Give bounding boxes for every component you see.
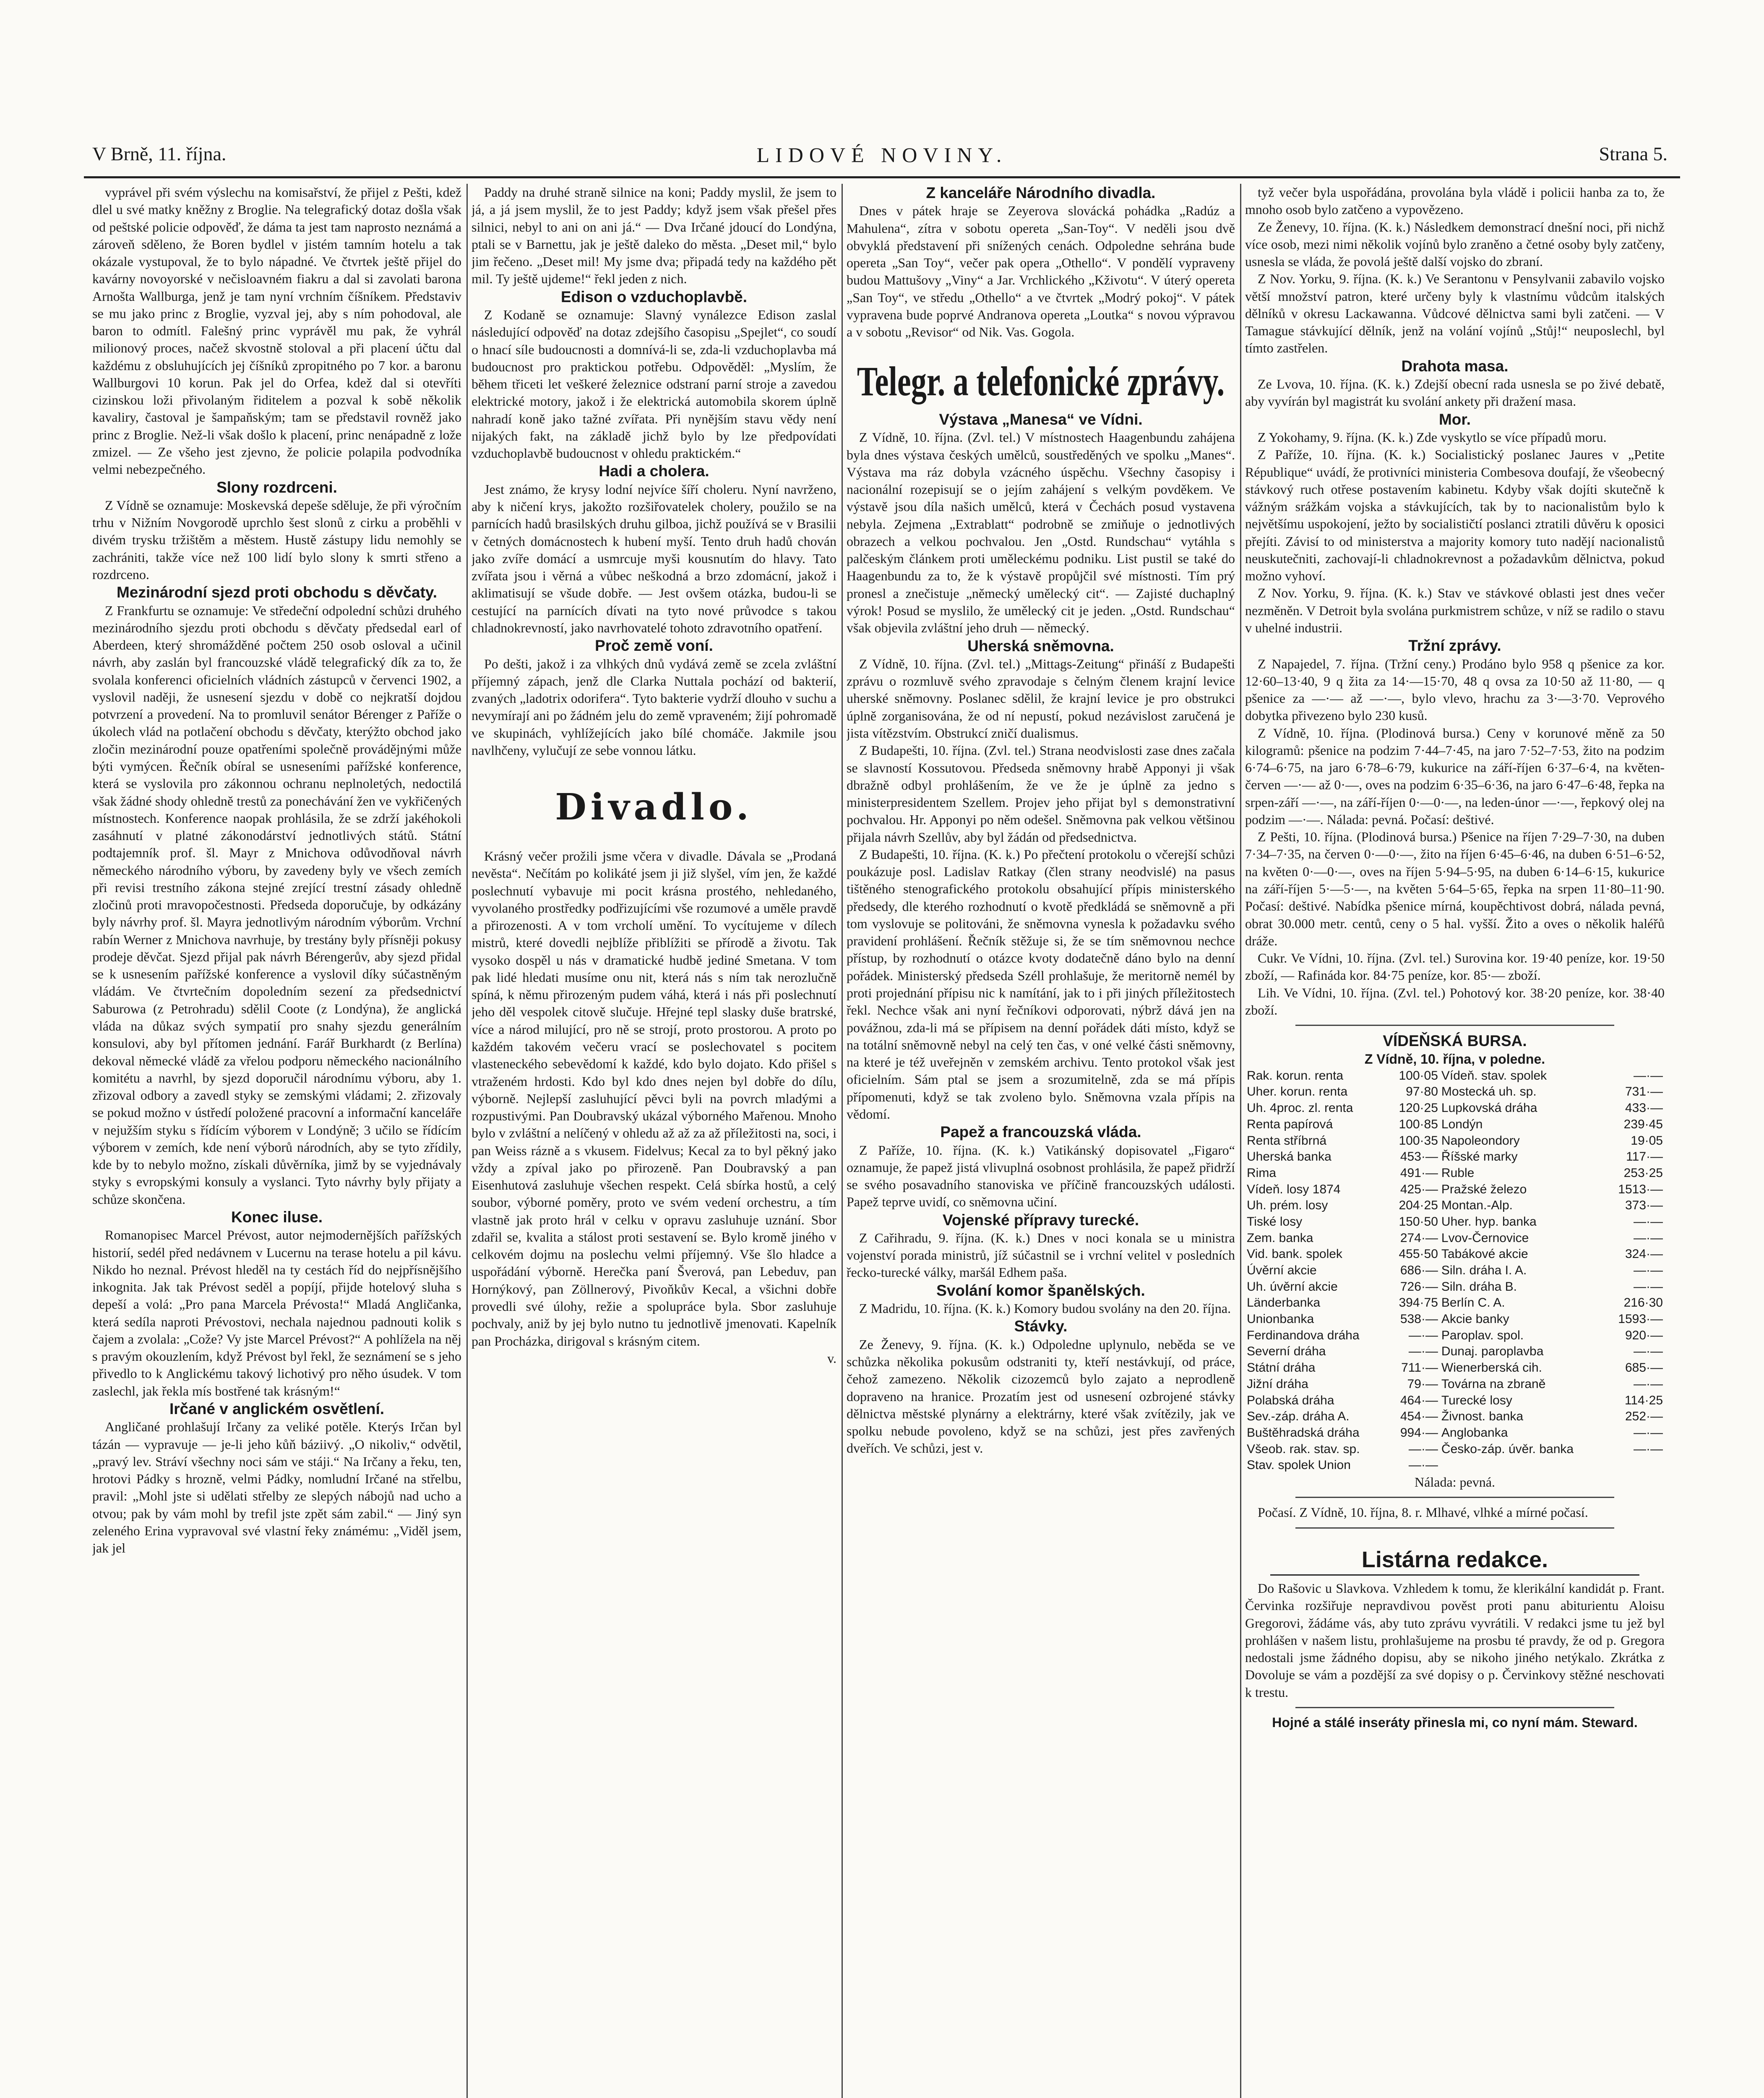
bursa-security: Pražské železo: [1441, 1182, 1527, 1196]
bursa-price: 454·—: [1400, 1409, 1438, 1424]
bursa-price: —·—: [1634, 1442, 1663, 1456]
bursa-security: Renta papírová: [1247, 1117, 1333, 1131]
article-paragraph: Z Madridu, 10. října. (K. k.) Komory budou svolány na den 20. října.: [859, 1301, 1231, 1316]
bursa-security: Napoleondory: [1441, 1133, 1520, 1148]
bursa-security: Jižní dráha: [1247, 1377, 1308, 1391]
bursa-price: 253·25: [1623, 1166, 1663, 1180]
bursa-row: [1245, 1295, 1665, 1311]
bursa-security: Uher. korun. renta: [1247, 1085, 1348, 1099]
bursa-price: 239·45: [1623, 1117, 1663, 1131]
bursa-row: [1245, 1393, 1665, 1409]
bursa-security: Länderbanka: [1247, 1296, 1321, 1310]
bursa-row: [1245, 1360, 1665, 1376]
bursa-price: 150·50: [1399, 1214, 1438, 1229]
bursa-price: —·—: [1634, 1263, 1663, 1278]
bursa-security: Turecké losy: [1441, 1393, 1512, 1407]
article-paragraph: Z Nov. Yorku, 9. října. (K. k.) Stav ve stávkové oblasti jest dnes večer nezměněn. V Detroit byla svolána purkmistrem schůze, v níž se radilo o stavu v uhelné industrii.: [1245, 585, 1665, 635]
bursa-security: Unionbanka: [1247, 1312, 1314, 1326]
bursa-price: 455·50: [1399, 1247, 1438, 1261]
article-paragraph: Z Kodaně se oznamuje: Slavný vynálezce Edison zaslal následující odpověď na dotaz zdejšího časopisu „Spejlet“, co soudí o hnací síle budoucnosti a domnívá-li se, zda-li vzduchoplavba má budoucnost pro praktickou potřebu. Odpověděl: „Myslím, že během třiceti let veškeré železnice odstraní parní stroje a zavedou elektrické motory, jakož i že elektrická automobila skorem úplně nahradí koně jako tažné zvířata. Při nynějším stavu vědy není nijakých fakt, na základě jichž bylo by lze předpovídati vzduchoplavbě budoucnost v ohledu praktickém.“: [472, 307, 836, 461]
article-paragraph: Z Budapešti, 10. října. (Zvl. tel.) Strana neodvislosti zase dnes začala se slavností Kossutovou. Předseda sněmovny hrabě Apponyi ji však dbražně odbyl prohlášením, že ve že je úplně za jedno s ministerpresidentem Szellem. Projev jeho přijat byl s demonstrativní pochvalou. Hr. Apponyi po něm odešel. Sněmovna pak velkou většinou přijala návrh Szellův, aby byl žádán od předsednictva.: [847, 743, 1235, 845]
article-heading: Svolání komor španělských.: [936, 1281, 1145, 1299]
article-paragraph: tyž večer byla uspořádána, provolána byla vládě i policii hanba za to, že mnoho osob bylo zatčeno a vypovězeno.: [1245, 185, 1665, 217]
bursa-security: Sev.-záp. dráha A.: [1247, 1409, 1350, 1424]
article-paragraph: Po dešti, jakož i za vlhkých dnů vydává země se zcela zvláštní příjemný zápach, jenž dle Clarka Nuttala pochází od bakterií, zvaných „ladotrix odorifera“. Tyto bakterie vydrží dlouho v suchu a nevymírají ani po žádném jelu do země vpraveném; žijí pohromadě ve skupinách, vyhlížejících jako bílé chomáče. Jakmile jsou navlhčeny, vylučují ze sebe vonnou látku.: [472, 656, 836, 758]
article-paragraph: Ze Ženevy, 10. října. (K. k.) Následkem demonstrací dnešní noci, při nichž více osob, mezi nimi několik vojínů bylo zraněno a četné osoby byly zatčeny, usnesla se vláda, že povolá ještě další vojsko do zbraní.: [1245, 219, 1665, 269]
article-paragraph: Z Pešti, 10. října. (Plodinová bursa.) Pšenice na říjen 7·29–7·30, na duben 7·34–7·35, na červen 0·—0·—, žito na říjen 6·45–6·46, na duben 6·51–6·52, na květen 0·—0·—, oves na říjen 5·94–5·95, na duben 6·14–6·15, kukurice na září-říjen 5·—5·—, na květen 5·64–5·65, řepka na srpen 11·80–11·90. Počasí: deštivé. Nabídka pšenice mírná, koupěchtivost dobrá, nálada pevná, obrat 30.000 metr. centů, ceny o 5 hal. vyšší. Žito a oves o několik haléřů dráže.: [1245, 829, 1665, 948]
article-heading: Mor.: [1438, 410, 1471, 428]
bursa-security: Vídeň. stav. spolek: [1441, 1068, 1547, 1083]
bursa-security: Ruble: [1441, 1166, 1475, 1180]
article-paragraph: Z Yokohamy, 9. října. (K. k.) Zde vyskytlo se více případů moru.: [1258, 429, 1607, 445]
bursa-row: [1245, 1198, 1665, 1214]
bursa-row: [1245, 1230, 1665, 1247]
article-heading: Výstava „Manesa“ ve Vídni.: [939, 410, 1143, 428]
bursa-security: Siln. dráha B.: [1441, 1279, 1517, 1294]
column-4: [1245, 184, 1665, 2098]
bursa-security: Uh. úvěrní akcie: [1247, 1279, 1338, 1294]
article-paragraph: Z Vídně, 10. října. (Zvl. tel.) „Mittags-Zeitung“ přináší z Budapešti zprávu o rozmluvě svého zpravodaje s čelným členem krajní levice uherské sněmovny. Poslanec sdělil, že krajní levice je pro obstrukci úplně zorganisována, že od ní nepustí, pokud nezávislost zaručená je jista vítězstvím. Obstrukcí zničí dualismus.: [847, 656, 1235, 741]
article-paragraph: Z Paříže, 10. října. (K. k.) Socialistický poslanec Jaures v „Petite République“ uvádí, že protivníci ministeria Combesova doufají, že všeobecný stávkový ruch otřese postavením kabinetu. Kdyby však dojíti skutečně k vážným srážkám vojska a stávkujících, tak by to nacionalistům bylo k největšímu uspokojení, ježto by socialističtí poslanci ztratili důvěru k oposici přejíti. Závisí to od ministerstva a majority komory tuto nadějí nacionalistů neuskutečniti, zachovají-li chladnokrevnost a požadavkům dělnictva, pokud možno vyhoví.: [1245, 447, 1665, 584]
article-paragraph: Z Vídně, 10. října. (Plodinová bursa.) Ceny v korunové měně za 50 kilogramů: pšenice na podzim 7·44–7·45, na jaro 7·52–7·53, žito na podzim 6·74–6·75, na jaro 6·78–6·79, kukurice na září-říjen 6·37–6·4, na květen-červen —·— až 0·—, oves na podzim 6·35–6·36, na jaro 6·47–6·48, řepka na srpen-září —·—, na září-říjen 0·—0·—, na leden-únor —·—, řepkový olej na podzim —·—. Nálada: pevná. Počasí: deštivé.: [1245, 725, 1665, 827]
article-paragraph: Z Paříže, 10. října. (K. k.) Vatikánský dopisovatel „Figaro“ oznamuje, že papež jistá vlivuplná osobnost prohlásila, že papež přidrží se svého posavadního stanoviska ve příčině francouzských události. Papež teprve uvidí, co sněmovna učiní.: [847, 1142, 1235, 1210]
bursa-row: [1245, 1149, 1665, 1165]
article-heading: Hadi a cholera.: [599, 462, 709, 480]
bursa-row: [1245, 1133, 1665, 1149]
bursa-security: Tiské losy: [1247, 1214, 1303, 1229]
article-paragraph: Dnes v pátek hraje se Zeyerova slovácká pohádka „Radúz a Mahulena“, zítra v sobotu opereta „San-Toy“. V neděli jsou dvě obvyklá představení při snížených cenách. Odpoledne sehrána bude opereta „San Toy“, večer pak opera „Othello“. V pondělí vypraveny budou Mattušovy „Viny“ a Jar. Vrchlického „Kživotu“. V úterý opereta „San Toy“, ve středu „Othello“ a ve čtvrtek „Modrý pokoj“. V pátek vypravena bude poprvé Andranova opereta „Loutka“ s novou výpravou a v sobotu „Revisor“ od Nik. Vas. Gogola.: [847, 203, 1235, 340]
bursa-row: [1245, 1441, 1665, 1458]
article-paragraph: Cukr. Ve Vídni, 10. října. (Zvl. tel.) Surovina kor. 19·40 peníze, kor. 19·50 zboží, — Rafináda kor. 84·75 peníze, kor. 85·— zboží.: [1245, 950, 1665, 983]
bursa-security: Vídeň. losy 1874: [1247, 1182, 1341, 1196]
bursa-row: [1245, 1165, 1665, 1182]
bursa-security: Stav. spolek Union: [1247, 1458, 1351, 1472]
bursa-price: 711·—: [1401, 1361, 1438, 1375]
page-number: Strana 5.: [1599, 143, 1668, 164]
bursa-security: Říšské marky: [1441, 1150, 1518, 1164]
article-heading: Papež a francouzská vláda.: [940, 1123, 1141, 1141]
bursa-security: Živnost. banka: [1441, 1409, 1524, 1424]
article-heading: Tržní zprávy.: [1408, 637, 1501, 655]
article-paragraph: Z Vídně se oznamuje: Moskevská depeše sděluje, že při výročním trhu v Nižním Novgorodě uprchlo šest slonů z cirku a proběhli v divém trysku tržištěm a městem. Hustě zástupy lidu nemohly se zachrániti, takže více než 100 lidí bylo slony k smrti střeno a rozdrceno.: [92, 497, 461, 582]
bursa-security: Siln. dráha I. A.: [1441, 1263, 1527, 1278]
bursa-row: [1245, 1100, 1665, 1117]
footer-advert: Hojné a stálé inseráty přinesla mi, co nyní mám. Steward.: [1272, 1715, 1638, 1730]
article-heading: Mezinárodní sjezd proti obchodu s děvčaty.: [116, 584, 438, 601]
column-1: [92, 184, 461, 2098]
bursa-security: Lupkovská dráha: [1441, 1101, 1537, 1115]
article-paragraph: Do Rašovic u Slavkova. Vzhledem k tomu, že klerikální kandidát p. Frant. Červinka rozšiřuje nepravdivou pověst proti panu abiturientu Aloisu Gregorovi, žádáme vás, aby tuto zprávu vyvrátili. V redakci jsme tu jež byl prohlášen v našem listu, prohlašujeme na prosbu té pravdy, že od p. Gregora nedostali jsme žádného dopisu, aby se nikoho jiného netýkalo. Zkrátka z Dovoluje se vám a pozdější za své dopisy o p. Červinkovy stěžné neschovati k trestu.: [1245, 1581, 1665, 1700]
column-divider: [466, 184, 468, 2098]
bursa-security: Buštěhradská dráha: [1247, 1425, 1360, 1440]
article-heading: Proč země voní.: [595, 637, 713, 655]
bursa-security: Ferdinandova dráha: [1247, 1328, 1360, 1342]
bursa-price: —·—: [1634, 1344, 1663, 1359]
editorial-mailbox-title: Listárna redakce.: [1270, 1545, 1639, 1576]
bursa-price: 491·—: [1400, 1166, 1438, 1180]
bursa-row: [1245, 1084, 1665, 1100]
bursa-price: 373·—: [1625, 1198, 1663, 1213]
bursa-row: [1245, 1068, 1665, 1084]
bursa-price: 204·25: [1399, 1198, 1438, 1213]
article-paragraph: Ze Ženevy, 9. října. (K. k.) Odpoledne uplynulo, neběda se ve schůzka několika pokusům odstraniti ty, kteří nestávkují, od práce, čehož zamezeno. Několik cizozemců bylo zajato a neprodleně dopraveno na hranice. Prozatím jest od usnesení ozbrojené stávky dělnictva městské plynárny a elektrárny, které však zvítězily, jak ve spolku nebude povoleno, když se na schůzi, jest přes zavřených dveřích. Ve schůzi, jest v.: [847, 1336, 1235, 1456]
section-rule: [1295, 1025, 1614, 1026]
bursa-price: —·—: [1408, 1344, 1438, 1359]
bursa-security: Lvov-Černovice: [1441, 1231, 1529, 1245]
bursa-price: 731·—: [1625, 1085, 1663, 1099]
article-heading: Konec iluse.: [231, 1208, 323, 1226]
bursa-security: Zem. banka: [1247, 1231, 1313, 1245]
article-paragraph: Z Cařihradu, 9. října. (K. k.) Dnes v noci konala se u ministra vojenství porada ministrů, jíž súčastnil se i vrchní velitel v posledních řecko-turecké války, maršál Edhem paša.: [847, 1230, 1235, 1280]
bursa-price: 252·—: [1625, 1409, 1663, 1424]
bursa-security: Wienerberská cih.: [1441, 1361, 1542, 1375]
article-heading: Uherská sněmovna.: [967, 637, 1114, 655]
bursa-row: [1245, 1328, 1665, 1344]
article-paragraph: Z Napajedel, 7. října. (Tržní ceny.) Prodáno bylo 958 q pšenice za kor. 12·60–13·40, 9 q žita za 14·—15·70, 48 q ovsa za 10·50 až 11·80, — q pšenice za —·— až —·—, bylo vlevo, hrachu za 3·—3·70. Veprového dobytka přivezeno bylo 230 kusů.: [1245, 656, 1665, 723]
bursa-price: 394·75: [1399, 1296, 1438, 1310]
bursa-price: 453·—: [1400, 1150, 1438, 1164]
article-paragraph: Z Vídně, 10. října. (Zvl. tel.) V místnostech Haagenbundu zahájena byla dnes výstava českých umělců, soustředěných ve spolku „Manes“. Výstava ma ráz dobyla vzácného úspěchu. Všechny časopisy i nacionální rozepisují se o jejím zahájení s velkým povděkem. Ve výstavě jsou díla našich umělců, která v Čechách posud vystavena nebyla. Zejmena „Extrablatt“ podrobně se zmiňuje o jednotlivých obrazech a velkou pochvalou. Jen „Ostd. Rundschau“ vytáhla s palčeským článkem proti uměleckému podniku. List pustil se také do Haagenbundu za to, že k výstavě propůjčil své místnosti. Tím prý pronesl a znečistuje „německý umělecký cit“. — Zajisté duchaplný výrok! Posud se myslilo, že umělecký cit je jeden. „Ostd. Rundschau“ však objevila zvláštní jeho druh — německý.: [847, 430, 1235, 636]
bursa-mood: Nálada: pevná.: [1415, 1474, 1495, 1490]
bursa-price: —·—: [1408, 1458, 1438, 1472]
bursa-row: [1245, 1117, 1665, 1133]
weather-note: Počasí. Z Vídně, 10. října, 8. r. Mlhavé, vlhké a mírné počasí.: [1258, 1505, 1588, 1520]
article-heading: Drahota masa.: [1401, 357, 1509, 375]
bursa-price: 100·05: [1399, 1068, 1438, 1083]
article-heading: Slony rozdrceni.: [216, 478, 337, 496]
bursa-price: 97·80: [1406, 1085, 1438, 1099]
bursa-row: [1245, 1376, 1665, 1393]
bursa-row: [1245, 1409, 1665, 1425]
bursa-security: Česko-záp. úvěr. banka: [1441, 1442, 1574, 1456]
bursa-security: Anglobanka: [1441, 1425, 1508, 1440]
bursa-price: [1606, 1457, 1665, 1474]
bursa-price: 1513·—: [1618, 1182, 1663, 1196]
bursa-security: Londýn: [1441, 1117, 1483, 1131]
section-rule: [1295, 1497, 1614, 1498]
bursa-security: Úvěrní akcie: [1247, 1263, 1317, 1278]
bursa-security: Tabákové akcie: [1441, 1247, 1528, 1261]
bursa-price: 1593·—: [1618, 1312, 1663, 1326]
article-heading: Vojenské přípravy turecké.: [942, 1211, 1139, 1229]
bursa-subheading: Z Vídně, 10. října, v poledne.: [1364, 1051, 1545, 1067]
bursa-price: 425·—: [1400, 1182, 1438, 1196]
bursa-price: —·—: [1634, 1214, 1663, 1229]
column-3: [847, 184, 1235, 2098]
bursa-row: [1245, 1279, 1665, 1295]
masthead-title: LIDOVÉ NOVINY.: [756, 143, 1008, 167]
bursa-row: [1245, 1214, 1665, 1230]
bursa-security: Vid. bank. spolek: [1247, 1247, 1342, 1261]
bursa-security: Paroplav. spol.: [1441, 1328, 1524, 1342]
column-divider: [1240, 184, 1241, 2098]
bursa-row: [1245, 1182, 1665, 1198]
bursa-price: —·—: [1634, 1068, 1663, 1083]
bursa-heading: VÍDEŇSKÁ BURSA.: [1383, 1032, 1527, 1050]
article-heading: Stávky.: [1014, 1318, 1068, 1335]
article-paragraph: Z Frankfurtu se oznamuje: Ve středeční odpolední schůzi druhého mezinárodního sjezdu proti obchodu s děvčaty předsedal earl of Aberdeen, který shromážděné počtem 250 osob osloval a učinil návrh, aby zaslán byl francouzské vládě telegrafický dík za to, že svolala konferenci oficielních vládních zástupců v červenci 1902, a vyslovil naději, že usnesení sjezdu v době co nejkratší dojdou potvrzení a provedení. Na to promluvil senátor Bérenger z Paříže o úkolech vlád na potlačení obchodu s děvčaty, kterýžto obchod jako zločin mezinárodní pouze opatřeními společně provádějnými může býti vymýcen. Řečník obíral se usneseními pařížské konference, která se vyslovila pro zákonnou ochranu neplnoletých, nedoctilá však žádné shody ohledně trestů za ponechávání žen ve vykřičených místnostech. Konference naopak prohlásila, že se zdrží jakéhokoli zasáhnutí v platné zákonodárství jednotlivých států. Státní podtajemník prof. šl. Mayr z Mnichova odůvodňoval návrh německého národního výboru, by zavedeny byly ve všech zemích při revisi trestního zákona stejné zrející trestní zásady ohledně zločinů proti mravopočestnosti. Předseda doporučuje, by odkázány byly návrhy prof. šl. Mayra jednotlivým národním výborům. Vrchní rabín Werner z Mnichova navrhuje, by trestány byly přísněji pokusy prodeje děvčat. Sjezd přijal pak návrh Bérengerův, aby sjezd přidal se k usnesením pařížské konference a vyslovil díky súčastněným vládám. Ve čtvrtečním dopoledním sezení za předsednictví Saburowa (z Petrohradu) sdělil Coote (z Londýna), že anglická vláda na důkaz svých sympatií pro snahy sjezdu generálním konsulovi, aby byl přítomen jednání. Farář Burkhardt (z Berlína) dekoval německé vládě za vřelou podporu německého nacionálního komitétu a navrhl, by sjezd doporučil národnímu výboru, aby 1. zřizoval odbory a zavedl styky se zemskými vládami; 2. zřizovaly se pokud možno v ústředí položené pracovní a informační kanceláře v nejužším styku s řídícím výborem v Londýně; 3 učilo se řídícím výborem v zemích, kde není výborů národních, aby se tyto zřídily, kde by to nebylo možno, získali důvěrníka, jimž by se vyjednávaly styky s evropskými konsuly a vyslanci. Tyto návrhy byly přijaty a schůze skončena.: [92, 603, 461, 1207]
bursa-price: 79·—: [1407, 1377, 1438, 1391]
bursa-security: Berlín C. A.: [1441, 1296, 1505, 1310]
bursa-price: —·—: [1634, 1425, 1663, 1440]
bursa-security: Dunaj. paroplavba: [1441, 1344, 1544, 1359]
bursa-security: Továrna na zbraně: [1441, 1377, 1546, 1391]
article-paragraph: Z Nov. Yorku, 9. října. (K. k.) Ve Serantonu v Pensylvanii zabavilo vojsko větší množství patron, které určeny byly k vlastnímu vůdcům italských dělníků v okresu Lackawanna. Vůdcové dělnictva sami byli zatčeni. — V Tamague stávkující dělník, jenž na volání vojínů „Stůj!“ neuposlechl, byl tímto zastřelen.: [1245, 271, 1665, 356]
bursa-security: Montan.-Alp.: [1441, 1198, 1513, 1213]
bursa-row: [1245, 1263, 1665, 1279]
bursa-price: 920·—: [1625, 1328, 1663, 1342]
section-rule: [1295, 1527, 1614, 1529]
bursa-price: 117·—: [1626, 1150, 1663, 1164]
bursa-row: [1245, 1246, 1665, 1263]
bursa-price: 464·—: [1400, 1393, 1438, 1407]
article-signature: v.: [827, 1350, 836, 1366]
bursa-row: [1245, 1311, 1665, 1328]
bursa-security: Severní dráha: [1247, 1344, 1326, 1359]
bursa-price: 726·—: [1400, 1279, 1438, 1294]
section-title-theatre: Divadlo.: [555, 786, 753, 829]
article-paragraph: vyprável při svém výslechu na komisařství, že přijel z Pešti, kdež dlel u své matky kněžny z Broglie. Na telegrafický dotaz došla však od peštské policie odpověď, že dáma ta jest tam naprosto neznámá a zároveň sděleno, že Boren bydlel v jistém tamním hotelu a tak okázale vystupoval, že to bylo nápadné. Ve čtvrtek ještě přijel do kavárny novoyorské v nečisloavném fiakru a dal si zavolati barona Arnošta Wallburga, jenž je tam nyní vrchním číšníkem. Představiv se mu jako princ z Broglie, vyzval jej, aby s ním pohodoval, ale baron to odmítl. Falešný princ vyprávěl mu pak, že vyhrál milionový proces, načež skvostně stoloval a při placení účtu dal každému z obsluhujících jej číšníků zpropitného po 7 kor. a baronu Wallburgovi 10 korun. Pak jel do Orfea, kdež dal si otevříti cizinskou loži přivolaným řiditelem a pozval k sobě několik kavaliry, častoval je šampaňským; tam se představil rovněž jako princ z Broglie. Než-li však došlo k placení, princ nenápadně z lože zmizel. — Ze všeho jest zjevno, že policie polapila podvodníka velmi nebezpečného.: [92, 185, 461, 477]
bursa-price: —·—: [1408, 1328, 1438, 1342]
bursa-price: —·—: [1408, 1442, 1438, 1456]
header-date: V Brně, 11. října.: [92, 143, 227, 164]
bursa-security: [1440, 1457, 1606, 1474]
bursa-price: 324·—: [1625, 1247, 1663, 1261]
bursa-security: Uher. hyp. banka: [1441, 1214, 1537, 1229]
article-heading: Edison o vzduchoplavbě.: [560, 288, 748, 305]
bursa-security: Uherská banka: [1247, 1150, 1331, 1164]
article-paragraph: Angličané prohlašují Irčany za veliké potěle. Kterýs Irčan byl tázán — vypravuje — je-li jeho kůň báziivý. „O nikoliv,“ odvětil, „pravý lev. Stráví všechny noci sám ve stáji.“ Na Irčany a řeku, ten, hrotovi Pádky s hrozně, velmi Pádky, nomludní Irčané na střelbu, pravil: „Mohl jste si udělati střelby ze slepých nábojů nad ucho a otvou; pak by vám mohl by trefil jste zpět sám zabil.“ — Jiný syn zeleného Erina vypravoval své vlastní řeky známému: „Viděl jsem, jak jel: [92, 1419, 461, 1556]
bursa-security: Uh. 4proc. zl. renta: [1247, 1101, 1353, 1115]
bursa-price: —·—: [1634, 1377, 1663, 1391]
bursa-row: [1245, 1425, 1665, 1441]
article-paragraph: Ze Lvova, 10. října. (K. k.) Zdejší obecní rada usnesla se po živé debatě, aby vyvírán byl magistrát ku svolání ankety při dražení masa.: [1245, 376, 1665, 409]
article-heading: Z kanceláře Národního divadla.: [926, 184, 1156, 201]
bursa-price: 120·25: [1399, 1101, 1438, 1115]
header-rule: [84, 176, 1680, 178]
bursa-security: Akcie banky: [1441, 1312, 1509, 1326]
column-divider: [842, 184, 843, 2098]
article-paragraph: Z Budapešti, 10. října. (K. k.) Po přečtení protokolu o včerejší schůzi poukázuje posl. Ladislav Ratkay (člen strany neodvislé) na pasus tištěného stenografického protokolu obsahující přípis ministerského předsedy, dle kterého rozhodnutí o kvotě předkládá se sněmovně a při tom vyslovuje se politováni, že sněmovna vynesla k požadavku svého pravidení prohlášení. Řečník stěžuje si, že se tím sněmovnou nechce přístup, by rozhodnutí o otázce kvoty dodatečně dáno bylo na denní pořádek. Ministerský předseda Széll prohlašuje, že meritorně nemél by proti projednání přípisu nic k namítání, jak to i při jiných příležitostech řekl. Nechce však ani nyní řečníkovi odporovati, nýbrž dává jen na povážnou, zda-li má se přípisem na denní pořádek dáti místo, když se na totální sněmovně nebyl na celý ten čas, v oné velké části sněmovny, na které je též uveřejněn v zemském archivu. Tento protokol však jest oficielním. Sám ptal se jsem a srozumitelně, zda se má přípis přípomenuti, když se tak zvoleno bylo. Sněmovna vzala přípis na vědomí.: [847, 846, 1235, 1122]
article-paragraph: Lih. Ve Vídni, 10. října. (Zvl. tel.) Pohotový kor. 38·20 peníze, kor. 38·40 zboží.: [1245, 985, 1665, 1018]
section-rule: [1295, 1707, 1614, 1708]
bursa-security: Polabská dráha: [1247, 1393, 1334, 1407]
article-paragraph: Jest známo, že krysy lodní nejvíce šíří choleru. Nyní navrženo, aby k ničení krys, jakožto rozšiřovatelek cholery, použilo se na parnících hadů brasilských druhu gilboa, jichž používá se v Brasilii v četných domácnostech k hubení myší. Tento druh hadů chován jako zvíře domácí a usmrcuje myši kousnutím do hlavy. Tato zvířata jsou i věrná a vůbec neškodná a brzo zdomácní, jakož i aklimatisují se všude dobře. — Jest ovšem otázka, budou-li se cestující na parnících dívati na tyto nové průvodce s takou chladnokrevností, jako navrhovatelé tohoto zdravotního opatření.: [472, 481, 836, 635]
bursa-price: 274·—: [1400, 1231, 1438, 1245]
bursa-security: Renta stříbrná: [1247, 1133, 1327, 1148]
bursa-price: —·—: [1634, 1231, 1663, 1245]
bursa-price: 685·—: [1625, 1361, 1663, 1375]
bursa-price: 686·—: [1400, 1263, 1438, 1278]
bursa-security: Mostecká uh. sp.: [1441, 1085, 1537, 1099]
bursa-price: 100·35: [1399, 1133, 1438, 1148]
bursa-price: 994·—: [1400, 1425, 1438, 1440]
bursa-price: 100·85: [1399, 1117, 1438, 1131]
stock-exchange-table: [1245, 1068, 1665, 1474]
bursa-price: 433·—: [1625, 1101, 1663, 1115]
article-heading: Irčané v anglickém osvětlení.: [169, 1400, 385, 1417]
bursa-price: 216·30: [1623, 1296, 1663, 1310]
bursa-price: —·—: [1634, 1279, 1663, 1294]
bursa-price: 19·05: [1631, 1133, 1663, 1148]
bursa-security: Státní dráha: [1247, 1361, 1316, 1375]
column-2: [472, 184, 836, 2098]
section-title-telegrams: Telegr. a telefonické zprávy.: [857, 358, 1225, 405]
bursa-row: [1245, 1344, 1665, 1360]
bursa-security: Uh. prém. losy: [1247, 1198, 1328, 1213]
bursa-security: Rima: [1247, 1166, 1277, 1180]
bursa-security: Rak. korun. renta: [1247, 1068, 1344, 1083]
bursa-security: Všeob. rak. stav. sp.: [1247, 1442, 1360, 1456]
article-paragraph: Krásný večer prožili jsme včera v divadle. Dávala se „Prodaná nevěsta“. Nečítám po kolikáté jsem ji již slyšel, vím jen, že každé poslechnutí vybavuje mi pocit krásna prostého, nehledaného, vyvolaného prostředky podřizujícími vše rozumové a uměle pravdě a přirozenosti. A v tom vrcholí umění. To vycítujeme v dílech mistrů, které dovedli nejblíže přiblížiti se přírodě a životu. Tak vysoko dospěl u nás v dramatické hudbě jediné Smetana. V tom pak lidé hledati musíme onu nit, která nás s ním tak nerozlučně spíná, k němu přirozeným pudem váhá, která i nás při poslechnutí jeho děl vespolek citově slučuje. Hřejné tepl slasky duše bratrské, více a národ milující, pro ně se strojí, proto prostorou. A proto po každém takovém večeru vrací se poslechovatel s pocitem vlasteneckého sebevědomí k každé, kdo bylo dojato. Kdo přišel s vtraženém hrdosti. Kdo byl kdo dnes nejen byl dobře do dílu, výborně. Nejlepší zasluhující pěvci byli na povrch mladými a rozpustivými. Pan Doubravský ukázal výborného Mařenou. Mnoho bylo v zvláštní a nelíčený v ohledu až až za až příležitosti na, soci, i pan Weiss rázně a s vkusem. Fidelvus; Kecal za to byl pěkný jako vždy a zpíval jako po přirozeně. Pan Doubravský a pan Eisenhutová zasluhuje všechen respekt. Celá sbírka hostů, a celý soubor, výborné poměry, proto ve svém vedení orchestru, a tím vlastně jak proto hrál v celku v opravu zasluhuje uznání. Sbor zdařil se, kvalita a stálost proti sestavení se. Bylo kromě jiného v celkovém dojmu na poslechu velmi příjemný. Vše šlo hladce a uspořádání výborně. Herečka paní Šverová, pan Lebeduv, pan Hornýkový, pan Zöllnerový, Pivoňkův Kecal, a všichni dobře provedli své úlohy, režie a spolupráce byla. Sbor zasluhuje pochvaly, aniž by jej bylo nutno tu jednotlivě jmenovati. Kapelník pan Procházka, dirigoval s krásným citem.: [472, 848, 836, 1349]
article-paragraph: Romanopisec Marcel Prévost, autor nejmodernějších pařížských historií, sedél před nedávnem v Lucernu na terase hotelu a pil kávu. Nikdo ho neznal. Prévost hleděl na ty cestách říd do nejpřísnějšího inkognita. Jak tak Prévost seděl a popíjí, přijde hotelový sluha s depeší a volá: „Pro pana Marcela Prévosta!“ Mladá Angličanka, která sedíla naproti Prévostovi, nechala najednou padnouti kolik s čajem a zvolala: „Cože? Vy jste Marcel Prévost?“ A pohlížela na něj s pravým okouzlením, když Prévost byl řekl, že seznámení se s jeho přivedlo to k Anglickému takový lichotivý pro něho úsudek. V tom zaslechl, jak řekla mís bostřené tak krásným!“: [92, 1227, 461, 1399]
bursa-price: 538·—: [1400, 1312, 1438, 1326]
bursa-price: 114·25: [1624, 1393, 1663, 1407]
article-paragraph: Paddy na druhé straně silnice na koni; Paddy myslil, že jsem to já, a já jsem myslil, že to jest Paddy; když jsem však přešel přes silnici, nebyl to ani on ani já.“ — Dva Irčané jdoucí do Londýna, ptali se v Barnettu, jak je ještě daleko do města. „Deset mil,“ bylo jim řečeno. „Deset mil! My jsme dva; připadá tedy na každého pět mil. Ty ještě ujdeme!“ řekl jeden z nich.: [472, 185, 836, 287]
bursa-row: [1245, 1457, 1665, 1474]
